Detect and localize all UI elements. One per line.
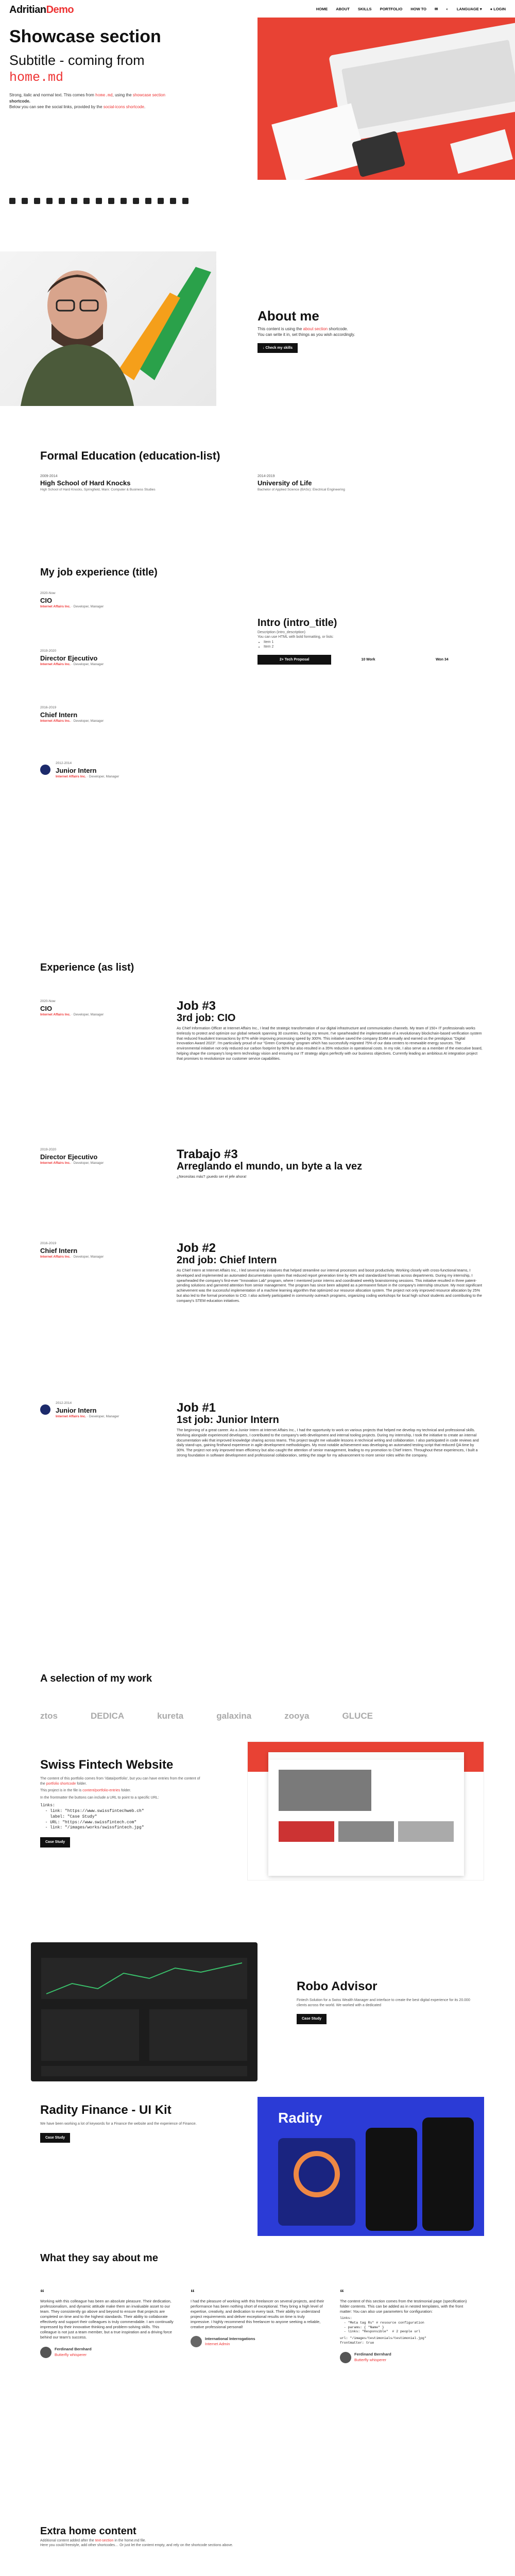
work-item [40,2102,205,2143]
nav-howto[interactable]: HOW TO [410,7,427,11]
hero-p1-c: shortcode. [9,98,30,104]
experience-date: 2016-2019 [40,1242,57,1245]
intro-tab[interactable]: Won 34 [435,657,449,662]
work-p2-b: folder. [121,1789,131,1793]
dribbble-icon[interactable] [96,198,102,204]
hero-description [9,93,174,110]
experience-date: 2019-2020 [40,1148,57,1151]
education-desc: High School of Hard Knocks, Springfield, Marx: Computer & Business Studies [40,487,156,492]
medium-icon[interactable] [83,198,90,204]
work-code: links: - link: "https://www.swissfintechweb.ch" label: "Case Study" - URL: "https://www.swissfintech.com" - link: "/images/works/swissfintech.jpg" [40,1803,144,1831]
extra-home-p1: Additional content added after the [40,2539,94,2543]
language-dropdown[interactable]: LANGUAGE ▾ [456,7,482,11]
linkedin-icon[interactable] [34,198,40,204]
experience-meta: 2012-2014 Junior Intern Internet Affairs Inc. · Developer, Manager [40,1401,133,1419]
avatar [40,2347,52,2358]
portrait-illustration [0,251,216,406]
testimonial-role: Butterfly whisperer [354,2357,387,2362]
testimonial-name: Ferdinand Bernhard [354,2352,391,2357]
testimonials-title: What they say about me [40,2252,158,2264]
login-link[interactable] [490,7,506,12]
intro-list [258,640,479,650]
experience-body [177,1242,483,1303]
work-item [40,1757,205,1848]
text-section-link[interactable]: text-section [95,2539,114,2543]
social-icons-link[interactable]: social-icons shortcode [103,104,144,109]
client-logo: kureta [157,1711,184,1721]
timeline-item: 2016-2019 Chief Intern Internet Affairs Inc. · Developer, Manager [40,706,104,723]
user-icon: ● [490,7,494,11]
quote-icon: “ [191,2289,195,2297]
work-title: Radity Finance - UI Kit [40,2103,171,2117]
intro-desc2: You can use HTML with bold formatting, or lists: [258,635,334,639]
phone-icon[interactable] [182,198,188,204]
timeline-item: 2019-2020 Director Ejecutivo Internet Affairs Inc. · Developer, Manager [40,649,104,667]
testimonial-text: Working with this colleague has been an absolute pleasure. Their dedication, professionalism, and dynamic attitude make them an invaluable asset to our team. They consistently go above and beyond to ensure that projects are completed on time and to the highest standards. Their ability to collaborate effectively and support their colleagues is truly commendable. I am continually impressed by their innovative thinking and problem-solving skills. This colleague is not just a team member, but a true inspiration and a driving force behind our team's success. [40,2298,174,2340]
experience-date: 2012-2014 [56,1401,72,1405]
timeline-date: 2016-2019 [40,706,57,709]
radity-screenshot [258,2097,484,2236]
intro-block [258,616,479,665]
experience-subtitle: 3rd job: CIO [177,1012,236,1024]
testimonial [40,2287,174,2358]
case-study-button[interactable]: Case Study [297,2014,327,2024]
experience-body [177,999,483,1061]
testimonial-code2: url: "/images/testimonials/testimonial.jpg" frontmatter: true [340,2336,426,2345]
experience-job: Job #2 [177,1241,216,1255]
timeline-item: 2020-Now CIO Internet Affairs Inc. · Developer, Manager [40,591,104,609]
timeline-date: 2020-Now [40,591,56,595]
job-experience-title: My job experience (title) [40,567,158,578]
company-logo-icon [40,765,50,775]
timeline-item: 2012-2014 Junior Intern Internet Affairs Inc. · Developer, Manager [40,761,119,779]
company-logo-icon [40,1404,50,1415]
case-study-button[interactable]: Case Study [40,2133,70,2143]
check-skills-label: Check my skills [265,346,293,350]
client-logo: galaxina [216,1711,252,1721]
quote-icon: “ [340,2289,344,2297]
nav-portfolio[interactable]: PORTFOLIO [380,7,403,11]
timeline-company[interactable]: Internet Affairs Inc. [40,605,71,609]
experience-company[interactable]: Internet Affairs Inc. [56,1415,86,1419]
timeline-tags: Developer, Manager [73,663,104,667]
about-text [258,327,397,353]
experience-text: As Chief Information Officer at Internet Affairs Inc., I lead the strategic transformation of our digital infrastructure and communication channels. My team of 150+ IT professionals works tirelessly to protect and optimize our global network spanning 30 countries. During my tenure, I've spearheaded the implementation of a revolutionary blockchain-based verification system that reduced fraudulent transactions by 87% while improving processing speed by 300%. This initiative saved the company $14M annually and earned us the prestigious "Digital Innovation Award 2023". I'm particularly proud of our "Green Computing" program which has successfully migrated 75% of our data centers to renewable energy sources. The environmental initiative not only reduced our carbon footprint by 60% but also resulted in a 35% reduction in operational costs. In my role, I also serve as a member of the executive board, helping shape the company's long-term technology vision and ensuring our IT strategy aligns perfectly with our business objectives. Currently leading an ambitious AI integration project that promises to revolutionize our customer service capabilities. [177,1026,483,1061]
top-navbar [0,0,515,18]
social-icons [9,198,188,204]
education-item [258,474,474,493]
timeline-tags: Developer, Manager [73,605,104,609]
logo-first: Adritian [9,4,46,15]
education-school: University of Life [258,479,312,487]
testimonial-text: The content of this section comes from the testimonial page (specification) folder contents. This can be added as in nested templates, with the front matter: You can also use parameters for configuration: [340,2298,467,2314]
timeline-role: CIO [40,596,53,604]
experience-text: ¿Necesitas más? ¡puedo ser el jefe ahora! [177,1174,247,1179]
arrow-icon: ↓ [263,346,266,350]
experience-subtitle: Arreglando el mundo, un byte a la vez [177,1161,363,1173]
nav-links [316,7,506,12]
about-p-a: This content is using the [258,327,302,331]
testimonial-role: Internet Admin [205,2342,230,2347]
portfolio-shortcode-link[interactable]: portfolio shortcode [46,1782,76,1786]
work-p1: The content of this portfolio comes from '/data/portfolio', but you can have entries from the content of the [40,1777,200,1786]
showcase-link[interactable]: showcase section [132,93,165,97]
about-p-b: shortcode. [329,327,348,331]
theme-icon[interactable]: ◐ [446,7,449,11]
experience-meta: 2019-2020 Director Ejecutivo Internet Affairs Inc. · Developer, Manager [40,1148,133,1166]
portfolio-entries-link[interactable]: content/portfolio-entries [82,1789,121,1793]
testimonial [191,2287,324,2347]
experience-text: The beginning of a great career. As a Junior Intern at Internet Affairs Inc., I had the opportunity to work on various projects that helped me develop my technical and professional skills. Working alongside experienced developers, I contributed to the company's web development and internal tooling projects. During my internship, I took the initiative to create an internal documentation wiki that improved knowledge sharing across teams. This project taught me valuable lessons in technical writing and collaboration. I also participated in code reviews and daily stand-ups, gaining firsthand experience in agile development methodologies. My most notable achievement was developing an automated testing script that reduced QA time by 30%. The project not only improved team efficiency but also caught the attention of senior management, leading to my promotion to Chief Intern. Throughout these experiences, I built a strong foundation in software development and professional collaboration, setting the stage for my advancement to more senior roles within the company. [177,1428,479,1458]
nav-home[interactable]: HOME [316,7,328,11]
about-photo [0,251,216,406]
timeline-tags: Developer, Manager [89,775,119,779]
testimonial-role: Butterfly whisperer [55,2352,87,2357]
timeline-tags: Developer, Manager [73,719,104,723]
education-item [40,474,256,493]
experience-tags: Developer, Manager [73,1161,104,1165]
experience-body [177,1148,483,1179]
hero-subtitle-text: Subtitle - coming from [9,53,145,68]
work-p1-b: folder. [77,1782,87,1786]
intro-list-item: • Item 1 [264,640,479,645]
about-section-link[interactable]: about section [303,327,328,331]
timeline-role: Chief Intern [40,710,78,719]
experience-role: CIO [40,1004,53,1012]
site-logo[interactable] [9,3,74,17]
experience-job: Job #3 [177,999,216,1013]
quote-icon: “ [40,2289,44,2297]
robo-advisor-screenshot [31,1942,258,2081]
telegram-icon[interactable] [170,198,176,204]
email-icon[interactable] [145,198,151,204]
experience-job: Job #1 [177,1401,216,1415]
radity-graphic [258,2097,484,2236]
education-desc: Bachelor of Applied Science (BASc): Electrical Engineering [258,487,345,492]
instagram-icon[interactable] [59,198,65,204]
client-logo: DEDICA [91,1711,125,1721]
hero-p1-b: , using the [112,93,132,97]
experience-title: Experience (as list) [40,962,134,973]
work-title: Robo Advisor [297,1979,377,1993]
timeline-role: Director Ejecutivo [40,654,98,662]
testimonial-name: Ferdinand Bernhard [55,2347,92,2352]
intro-tab[interactable]: 10 Work [361,657,375,662]
intro-desc1: Description (intro_description) [258,631,305,634]
work-item [297,1978,472,2024]
check-skills-button[interactable] [258,343,298,353]
stackoverflow-icon[interactable] [121,198,127,204]
avatar [340,2352,351,2363]
experience-company[interactable]: Internet Affairs Inc. [40,1255,71,1259]
behance-icon[interactable] [108,198,114,204]
intro-tabs [258,655,479,665]
intro-tab[interactable]: 2+ Tech Proposal [258,655,331,665]
about-title: About me [258,308,319,324]
avatar [191,2336,202,2347]
testimonial-name: International Interrogations [205,2336,255,2342]
hero-subtitle-code: home.md [9,70,64,86]
extra-home-p2: Here you could freestyle, add other shortcodes… Or just let the content empty, and rely on the shortcode sections above. [40,2544,233,2548]
experience-job: Trabajo #3 [177,1147,238,1161]
education-date: 2014-2019 [258,474,275,478]
client-logo: ztos [40,1711,58,1721]
login-label: LOGIN [493,7,506,11]
hero-image [258,18,515,180]
timeline-role: Junior Intern [56,766,97,774]
language-label: LANGUAGE [456,7,479,11]
timeline-date: 2019-2020 [40,649,57,653]
svg-text:Radity: Radity [278,2110,322,2126]
timeline-company[interactable]: Internet Affairs Inc. [40,663,71,667]
github-icon[interactable] [46,198,53,204]
desk-illustration [258,18,515,180]
client-logo: zooya [284,1711,310,1721]
experience-tags: Developer, Manager [89,1415,119,1419]
logo-second: Demo [46,4,74,15]
mastodon-icon[interactable] [133,198,139,204]
experience-company[interactable]: Internet Affairs Inc. [40,1013,71,1017]
facebook-icon[interactable] [9,198,15,204]
hero-p2-b: . [144,104,146,109]
extra-home-p1-b: in the home.md file. [114,2539,146,2543]
experience-tags: Developer, Manager [73,1255,104,1259]
work-p3: In the frontmatter the buttons can include a URL to point to a specific URL: [40,1795,159,1800]
experience-subtitle: 1st job: Junior Intern [177,1414,279,1426]
intro-list-item: • Item 2 [264,645,479,649]
experience-text: As Chief Intern at Internet Affairs Inc., I led several key initiatives that helped streamline our internal processes and boost productivity. Working closely with cross-functional teams, I developed and implemented an automated documentation system that reduced report generation time by 40% and standardized formats across departments. During my internship, I spearheaded the company's first-ever "Innovation Lab" program, where I mentored junior interns and coordinated weekly brainstorming sessions. This initiative resulted in three patent-pending solutions and garnered attention from senior management. The program has since been adopted as a permanent fixture in the company's internship structure. My most significant achievement was the successful implementation of a machine learning algorithm that optimized our resource allocation system. The project not only improved resource allocation by 25% but also led to the formal promotion to CIO. I also actively participated in community outreach programs, organizing coding workshops for local high school students and contributing to the company's STEM education initiatives. [177,1268,482,1303]
hero-p1-code: home.md [95,93,113,98]
case-study-button[interactable]: Case Study [40,1837,70,1847]
work-p1: We have been working a lot of keywords for a Finance the website and the experience of Finance. [40,2122,197,2126]
work-title: Swiss Fintech Website [40,1758,174,1772]
experience-body [177,1401,483,1458]
timeline-company[interactable]: Internet Affairs Inc. [56,775,86,779]
experience-role: Junior Intern [56,1406,97,1414]
youtube-icon[interactable] [71,198,77,204]
work-p2: This project is in the file is [40,1789,82,1793]
timeline-date: 2012-2014 [56,761,72,765]
education-title: Formal Education (education-list) [40,449,220,462]
client-logo: GLUCE [342,1711,373,1721]
hero-subtitle [9,53,246,86]
extra-home [40,2524,349,2548]
experience-role: Chief Intern [40,1246,78,1255]
nav-skills[interactable]: SKILLS [357,7,372,11]
testimonial-code: links: - "Meta tag Rs" # resource configuration - params: { "Name" } - links: "Responsible" # 2 people url [340,2316,424,2334]
experience-meta: 2020-Now CIO Internet Affairs Inc. · Developer, Manager [40,999,133,1018]
hero-p1-a: Strong, italic and normal text. This comes from [9,93,94,97]
twitter-icon[interactable] [22,198,28,204]
client-logos [40,1710,373,1722]
mail-icon[interactable]: ✉ [435,7,438,11]
experience-company[interactable]: Internet Affairs Inc. [40,1161,71,1165]
intro-title: Intro (intro_title) [258,617,337,629]
education-date: 2009-2014 [40,474,58,478]
work-screenshot [247,1741,484,1880]
education-school: High School of Hard Knocks [40,479,131,487]
extra-home-title: Extra home content [40,2526,136,2537]
testimonial [340,2287,474,2363]
hero-p2-a: Below you can see the social links, provided by the [9,104,102,109]
nav-about[interactable]: ABOUT [336,7,350,11]
about-p2: You can write it in, set things as you wish accordingly. [258,332,355,337]
testimonial-text: I had the pleasure of working with this freelancer on several projects, and their performance has been nothing short of exceptional. They bring a high level of expertise, creativity, and dedication to every task. Their ability to understand project requirements and deliver exceptional results on time is truly impressive. I highly recommend this freelancer to anyone seeking a reliable, creative professional personal! [191,2298,324,2330]
experience-subtitle: 2nd job: Chief Intern [177,1255,277,1266]
timeline-company[interactable]: Internet Affairs Inc. [40,719,71,723]
hero-title: Showcase section [9,27,161,46]
work-p1: Fintech Solution for a Swiss Wealth Manager and interface to create the best digital experience for its 20.000 clients across the world. We worked with a dedicated [297,1998,470,2007]
works-title: A selection of my work [40,1673,152,1684]
rss-icon[interactable] [158,198,164,204]
experience-tags: Developer, Manager [73,1013,104,1017]
experience-meta: 2016-2019 Chief Intern Internet Affairs Inc. · Developer, Manager [40,1242,133,1260]
dashboard-graphic [31,1942,258,2081]
experience-date: 2020-Now [40,999,56,1003]
mock-page [268,1752,464,1876]
experience-role: Director Ejecutivo [40,1153,98,1161]
